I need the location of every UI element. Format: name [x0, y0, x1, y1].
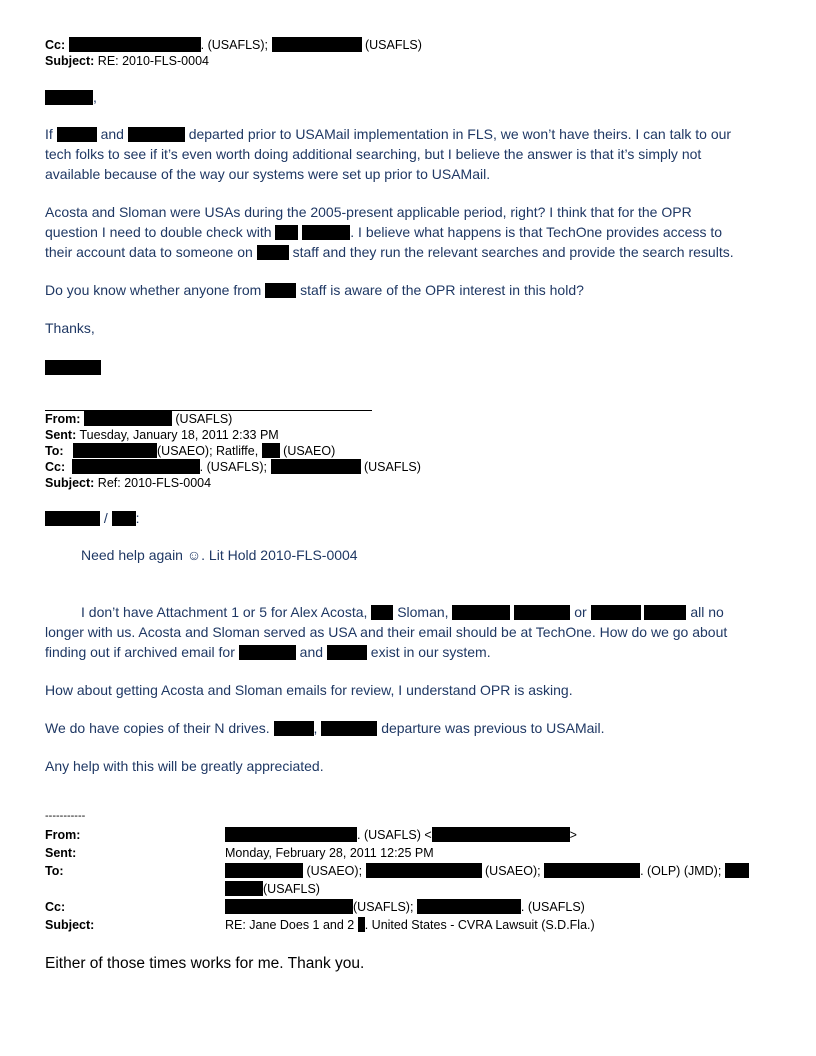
redaction — [644, 605, 686, 620]
redaction — [321, 721, 377, 736]
final-message: Either of those times works for me. Thank you. — [45, 955, 365, 972]
redaction — [112, 511, 136, 526]
subject-label: Subject: — [45, 476, 95, 490]
text: . (USAFLS) — [520, 900, 585, 914]
redaction — [275, 225, 298, 240]
redaction — [72, 459, 200, 474]
text: > — [569, 828, 577, 842]
paragraph-line: available because of the way our systems were set up prior to USAMail. — [45, 166, 491, 182]
text: their account data to someone on — [45, 244, 253, 260]
to-value-cont — [225, 880, 320, 898]
redaction — [366, 863, 482, 878]
to-line — [45, 443, 335, 459]
cc-text: (USAFLS) — [364, 38, 422, 52]
redaction — [452, 605, 510, 620]
paragraph-line: longer with us. Acosta and Sloman served as USA and their email should be at TechOne. How do we go about — [45, 624, 728, 640]
sent-label: Sent: — [45, 428, 77, 442]
text: departed prior to USAMail implementation in FLS, we won’t have theirs. I can talk to our — [188, 126, 732, 142]
from-line — [45, 411, 232, 427]
from-value: (USAFLS) — [175, 412, 233, 426]
to-value: (USAEO); Ratliffe, — [157, 444, 259, 458]
text: , — [313, 720, 318, 736]
cc-value: . (USAFLS); — [199, 460, 268, 474]
redaction — [358, 917, 365, 932]
text: (USAEO); — [306, 864, 363, 878]
redaction — [371, 605, 393, 620]
redaction — [417, 899, 521, 914]
text: : — [135, 510, 140, 526]
redaction — [45, 511, 100, 526]
redaction — [274, 721, 314, 736]
redaction — [327, 645, 367, 660]
paragraph-line — [45, 242, 734, 262]
text: If — [45, 126, 53, 142]
paragraph-line: Any help with this will be greatly appreciated. — [45, 758, 324, 774]
redaction — [57, 127, 97, 142]
text: RE: Jane Does 1 and 2 — [225, 918, 355, 932]
subject-label: Subject: — [45, 54, 95, 68]
text: and — [100, 126, 124, 142]
subject-value — [225, 916, 595, 934]
paragraph-line — [45, 124, 731, 144]
greeting-suffix: , — [93, 89, 97, 105]
to-value — [225, 862, 749, 880]
redaction — [272, 37, 362, 52]
redaction — [591, 605, 641, 620]
from-label: From: — [45, 828, 81, 842]
redaction — [69, 37, 201, 52]
text: staff and they run the relevant searches and provide the search results. — [292, 244, 734, 260]
text: . United States - CVRA Lawsuit (S.D.Fla.) — [364, 918, 595, 932]
paragraph-line — [81, 602, 724, 622]
paragraph-line — [45, 718, 605, 738]
text: all no — [690, 604, 724, 620]
text: / — [103, 510, 108, 526]
text: . I believe what happens is that TechOne provides access to — [350, 224, 723, 240]
redaction — [225, 899, 353, 914]
text: (USAFLS) — [263, 882, 320, 896]
salutation — [45, 508, 140, 528]
redaction — [302, 225, 350, 240]
greeting — [45, 87, 97, 107]
cc-label: Cc: — [45, 460, 66, 474]
paragraph-line: How about getting Acosta and Sloman emails for review, I understand OPR is asking. — [45, 682, 573, 698]
redaction — [725, 863, 749, 878]
cc-text: . (USAFLS); — [200, 38, 269, 52]
text: . (USAFLS) < — [357, 828, 432, 842]
text: departure was previous to USAMail. — [381, 720, 605, 736]
subject-line — [45, 53, 209, 69]
paragraph-line: Acosta and Sloman were USAs during the 2005-present applicable period, right? I think that for the OPR — [45, 204, 692, 220]
subject-value: Ref: 2010-FLS-0004 — [97, 476, 212, 490]
paragraph-line — [45, 280, 584, 300]
text: finding out if archived email for — [45, 644, 235, 660]
redaction — [45, 90, 93, 105]
separator: ----------- — [45, 810, 86, 822]
text: Do you know whether anyone from — [45, 282, 262, 298]
text: (USAEO); — [485, 864, 541, 878]
redaction — [514, 605, 570, 620]
sent-value: Tuesday, January 18, 2011 2:33 PM — [79, 428, 279, 442]
cc-line — [45, 459, 421, 475]
redaction — [432, 827, 570, 842]
from-value — [225, 826, 577, 844]
text: We do have copies of their N drives. — [45, 720, 270, 736]
text: exist in our system. — [370, 644, 491, 660]
text: or — [574, 604, 587, 620]
subject-label: Subject: — [45, 918, 95, 932]
redaction — [225, 881, 263, 896]
cc-label: Cc: — [45, 900, 66, 914]
redaction — [262, 443, 280, 458]
redaction — [271, 459, 361, 474]
paragraph-line — [45, 642, 491, 662]
subject-line — [45, 475, 211, 491]
text: Sloman, — [397, 604, 449, 620]
text: (USAFLS); — [353, 900, 414, 914]
paragraph-line: tech folks to see if it’s even worth doing additional searching, but I believe the answer is that it’s simply not — [45, 146, 702, 162]
redaction — [225, 827, 357, 842]
text: question I need to double check with — [45, 224, 272, 240]
cc-line — [45, 37, 422, 53]
subject-value: RE: 2010-FLS-0004 — [97, 54, 209, 68]
redaction — [257, 245, 289, 260]
thanks: Thanks, — [45, 320, 95, 336]
signature — [45, 357, 101, 377]
sent-value: Monday, February 28, 2011 12:25 PM — [225, 846, 434, 860]
cc-value — [225, 898, 585, 916]
cc-value: (USAFLS) — [363, 460, 421, 474]
redaction — [45, 360, 101, 375]
text: staff is aware of the OPR interest in this hold? — [300, 282, 584, 298]
redaction — [84, 411, 172, 426]
redaction — [265, 283, 296, 298]
redaction — [544, 863, 640, 878]
to-label: To: — [45, 444, 64, 458]
to-label: To: — [45, 864, 64, 878]
to-value: (USAEO) — [283, 444, 336, 458]
paragraph-line: Need help again ☺. Lit Hold 2010-FLS-0004 — [81, 547, 358, 563]
paragraph-line — [45, 222, 722, 242]
redaction — [239, 645, 296, 660]
text: and — [299, 644, 324, 660]
cc-label: Cc: — [45, 38, 66, 52]
redaction — [73, 443, 157, 458]
text: I don’t have Attachment 1 or 5 for Alex Acosta, — [81, 604, 368, 620]
sent-line — [45, 427, 279, 443]
sent-label: Sent: — [45, 846, 77, 860]
text: . (OLP) (JMD); — [640, 864, 722, 878]
redaction — [128, 127, 185, 142]
from-label: From: — [45, 412, 81, 426]
redaction — [225, 863, 303, 878]
